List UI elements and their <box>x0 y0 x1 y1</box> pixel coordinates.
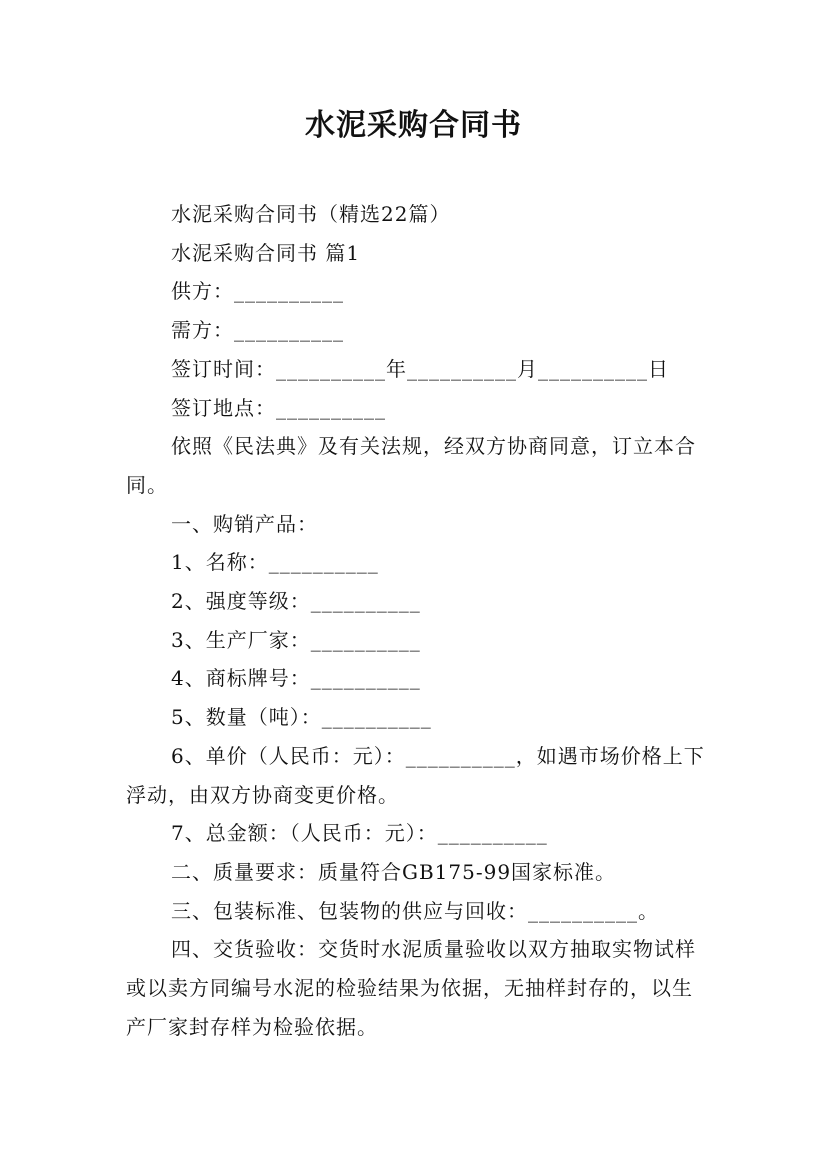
buyer-line: 需方：__________ <box>171 318 344 343</box>
item-name: 1、名称：__________ <box>171 550 379 575</box>
supplier-line: 供方：__________ <box>171 279 344 304</box>
clause-quality: 二、质量要求：质量符合GB175-99国家标准。 <box>171 859 617 884</box>
item-manufacturer: 3、生产厂家：__________ <box>171 627 421 652</box>
subtitle: 水泥采购合同书（精选22篇） <box>171 202 451 226</box>
clause-products-heading: 一、购销产品： <box>171 511 318 536</box>
item-quantity: 5、数量（吨）：__________ <box>171 705 432 730</box>
item-total-amount: 7、总金额：（人民币：元）：__________ <box>171 821 548 846</box>
section-heading: 水泥采购合同书 篇1 <box>171 240 361 265</box>
document-title: 水泥采购合同书 <box>305 108 522 143</box>
signing-place-line: 签订地点：__________ <box>171 395 386 420</box>
preamble-paragraph: 依照《民法典》及有关法规，经双方协商同意，订立本合同。 <box>126 434 696 497</box>
item-strength-grade: 2、强度等级：__________ <box>171 589 421 614</box>
clause-delivery-acceptance: 四、交货验收：交货时水泥质量验收以双方抽取实物试样或以卖方同编号水泥的检验结果为依据，无抽样封存的，以生产厂家封存样为检验依据。 <box>126 937 696 1039</box>
item-unit-price: 6、单价（人民币：元）：__________，如遇市场价格上下浮动，由双方协商变更价格。 <box>126 743 705 807</box>
signing-date-line: 签订时间：__________年__________月__________日 <box>171 356 669 381</box>
document-body <box>126 195 706 1046</box>
item-brand: 4、商标牌号：__________ <box>171 666 421 691</box>
clause-packaging: 三、包装标准、包装物的供应与回收：__________。 <box>171 898 659 923</box>
